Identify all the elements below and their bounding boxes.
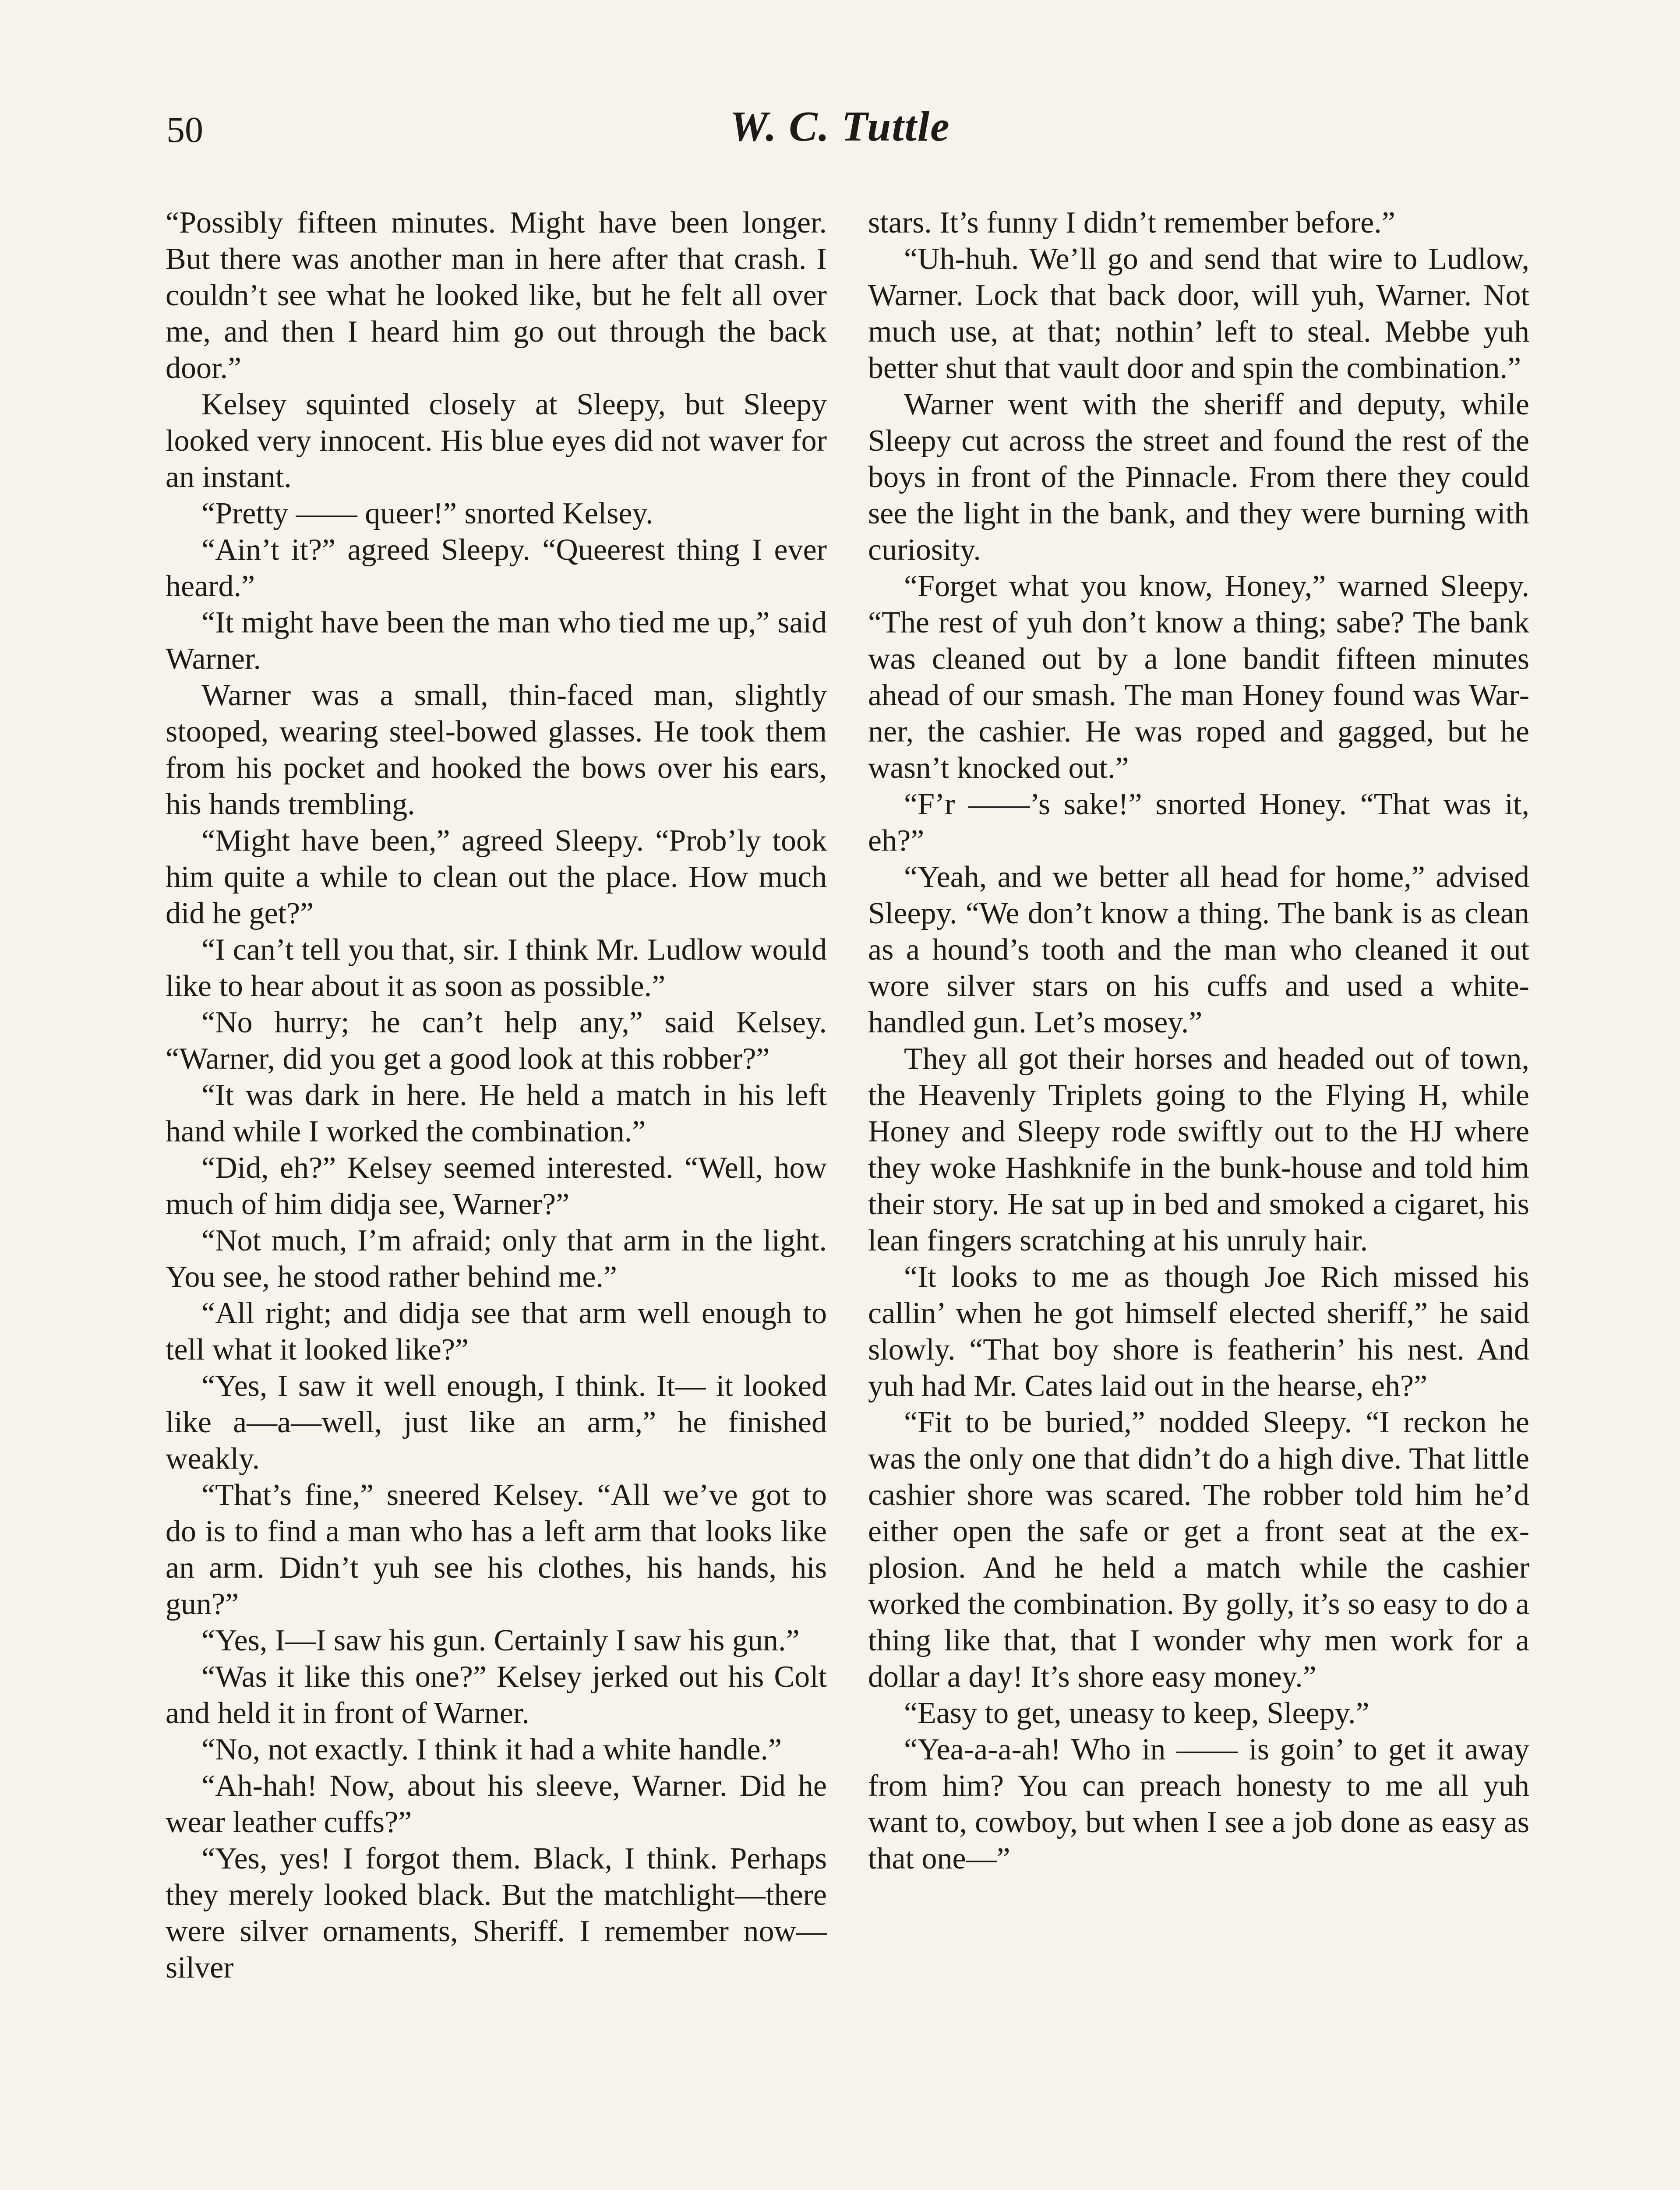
paragraph: “Pretty —— queer!” snorted Kelsey.	[201, 497, 653, 530]
paragraph: “Easy to get, uneasy to keep, Sleepy.”	[904, 1696, 1369, 1730]
paragraph: “F’r ——’s sake!” snorted Honey. “That was it, eh?”	[868, 788, 1529, 858]
paragraph: “No hurry; he can’t help any,” said Kelsey. “Warner, did you get a good look at this robber?”	[166, 1006, 827, 1076]
paragraph: “All right; and didja see that arm well enough to tell what it looked like?”	[166, 1296, 827, 1367]
paragraph: “Not much, I’m afraid; only that arm in the light. You see, he stood rather behind me.”	[166, 1224, 827, 1294]
paragraph: “Might have been,” agreed Sleepy. “Prob’ly took him quite a while to clean out the place. How much did he get?”	[166, 824, 827, 930]
paragraph: “Ah-hah! Now, about his sleeve, Warner. Did he wear leather cuffs?”	[166, 1769, 827, 1839]
paragraph: “Was it like this one?” Kelsey jerked out his Colt and held it in front of Warner.	[166, 1660, 827, 1730]
paragraph: “Yes, I saw it well enough, I think. It— it looked like a—a—well, just like an arm,” he finished weakly.	[166, 1369, 827, 1476]
paragraph: Warner went with the sheriff and deputy, while Sleepy cut across the street and found the rest of the boys in front of the Pinnacle. From there they could see the light in the bank, and they were burning with curiosity.	[868, 388, 1529, 567]
paragraph: “Fit to be buried,” nodded Sleepy. “I reckon he was the only one that didn’t do a high dive. That little cashier shore was scared. The robber told him he’d either open the safe or get a front seat at the explosion. And he held a match while the cashier worked the combination. By golly, it’s so easy to do a thing like that, that I wonder why men work for a dollar a day! It’s shore easy money.”	[868, 1406, 1529, 1694]
paragraph: “Uh-huh. We’ll go and send that wire to Ludlow, Warner. Lock that back door, will yuh, Warner. Not much use, at that; nothin’ left to steal. Mebbe yuh better shut that vault door and spin the combination.”	[868, 242, 1529, 385]
paragraph: “Yeah, and we better all head for home,” advised Sleepy. “We don’t know a thing. The bank is as clean as a hound’s tooth and the man who cleaned it out wore silver stars on his cuffs and used a white-handled gun. Let’s mosey.”	[868, 860, 1529, 1039]
paragraph: They all got their horses and headed out of town, the Heavenly Triplets going to the Flying H, while Honey and Sleepy rode swiftly out to the HJ where they woke Hashknife in the bunk-house and told him their story. He sat up in bed and smoked a cigaret, his lean fingers scratching at his unruly hair.	[868, 1042, 1529, 1257]
paragraph: “Yea-a-a-ah! Who in —— is goin’ to get it away from him? You can preach honesty to me all yuh want to, cowboy, but when I see a job done as easy as that one—”	[868, 1733, 1529, 1876]
paragraph: “Possibly fifteen minutes. Might have been longer. But there was another man in here after that crash. I couldn’t see what he looked like, but he felt all over me, and then I heard him go out through the back door.”	[166, 206, 827, 385]
paragraph: “It looks to me as though Joe Rich missed his callin’ when he got himself elected sheriff,” he said slowly. “That boy shore is featherin’ his nest. And yuh had Mr. Cates laid out in the hearse, eh?”	[868, 1260, 1529, 1403]
paragraph: Kelsey squinted closely at Sleepy, but Sleepy looked very innocent. His blue eyes did not waver for an instant.	[166, 388, 827, 494]
running-head-author: W. C. Tuttle	[730, 103, 950, 150]
paragraph: “Yes, yes! I forgot them. Black, I think. Perhaps they merely looked black. But the matchlight—there were silver ornaments, Sheriff. I remember now—silver	[166, 1842, 827, 1985]
paragraph: “It might have been the man who tied me up,” said Warner.	[166, 606, 827, 676]
paragraph: “I can’t tell you that, sir. I think Mr. Ludlow would like to hear about it as soon as possible.”	[166, 933, 827, 1003]
left-column	[166, 205, 827, 1986]
paragraph: “Forget what you know, Honey,” warned Sleepy. “The rest of yuh don’t know a thing; sabe? The bank was cleaned out by a lone bandit fifteen minutes ahead of our smash. The man Honey found was Warner, the cashier. He was roped and gagged, but he wasn’t knocked out.”	[868, 569, 1529, 785]
page-number: 50	[166, 110, 203, 150]
paragraph: “Did, eh?” Kelsey seemed interested. “Well, how much of him didja see, Warner?”	[166, 1151, 827, 1221]
paragraph: Warner was a small, thin-faced man, slightly stooped, wearing steel-bowed glasses. He took them from his pocket and hooked the bows over his ears, his hands trembling.	[166, 678, 827, 821]
paragraph: “Yes, I—I saw his gun. Certainly I saw his gun.”	[201, 1624, 800, 1657]
paragraph: “It was dark in here. He held a match in his left hand while I worked the combination.”	[166, 1078, 827, 1148]
paragraph: “No, not exactly. I think it had a white handle.”	[201, 1733, 782, 1766]
paragraph: stars. It’s funny I didn’t remember before.”	[868, 206, 1395, 240]
right-column	[868, 205, 1529, 1877]
paragraph: “That’s fine,” sneered Kelsey. “All we’ve got to do is to find a man who has a left arm that looks like an arm. Didn’t yuh see his clothes, his hands, his gun?”	[166, 1478, 827, 1621]
paragraph: “Ain’t it?” agreed Sleepy. “Queerest thing I ever heard.”	[166, 533, 827, 603]
